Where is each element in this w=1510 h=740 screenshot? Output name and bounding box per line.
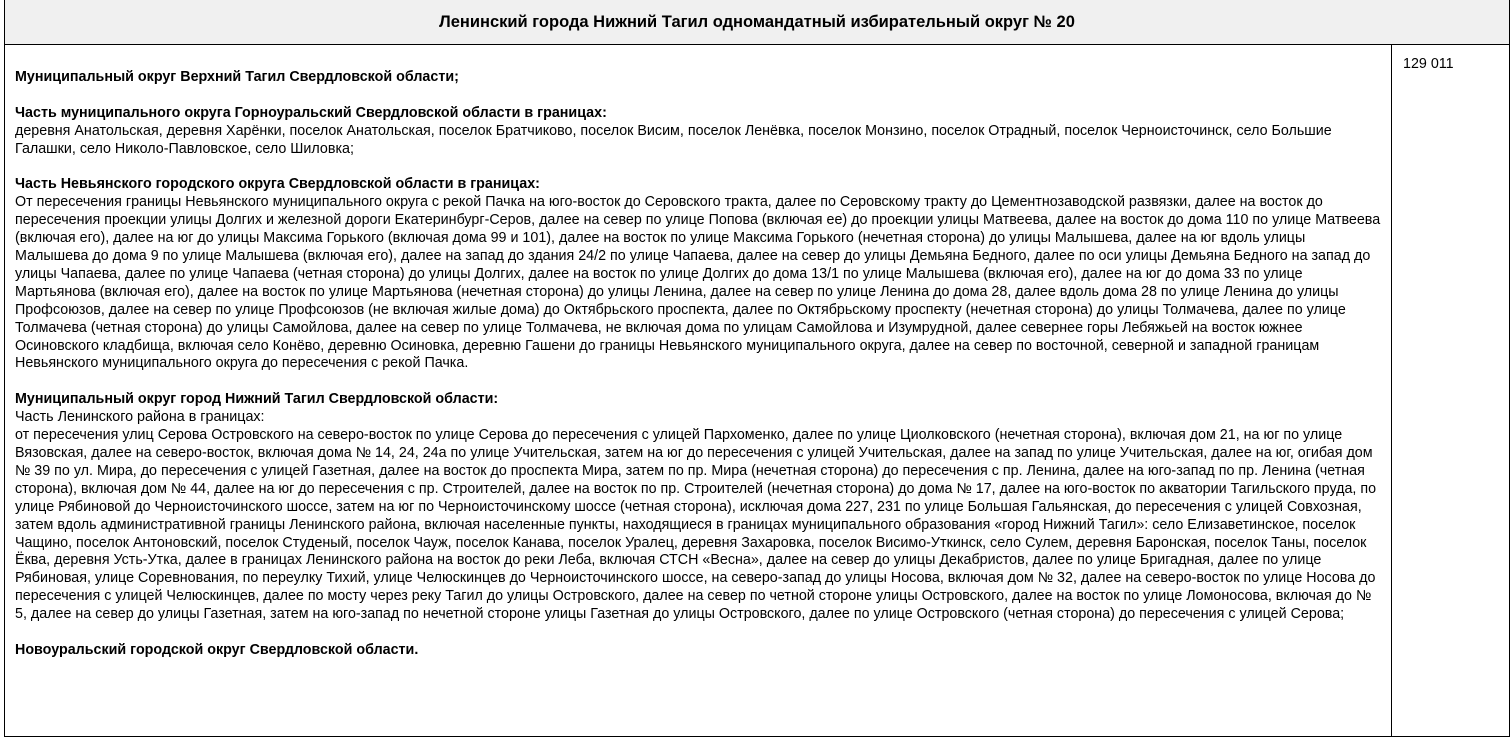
- section-novouralsk: [15, 642, 1381, 660]
- district-title: Ленинский города Нижний Тагил одномандатный избирательный округ № 20: [5, 0, 1510, 45]
- section-nizhny-tagil: [15, 391, 1381, 624]
- section-nevyansk: [15, 176, 1381, 373]
- header-row: [5, 0, 1510, 45]
- section-title: Муниципальный округ Верхний Тагил Свердловской области;: [15, 69, 459, 85]
- section-text: От пересечения границы Невьянского муниципального округа с рекой Пачка на юго-восток до Серовского тракта, далее по Серовскому тракту до Цементнозаводской развязки, далее на восток до пересечения проекции улицы Долгих и железной дороги Екатеринбург-Серов, далее на север по улице Попова (включая ее) до проекции улицы Матвеева, далее на восток до дома 110 по улице Матвеева (включая его), далее на юг до улицы Максима Горького (включая дома 99 и 101), далее на восток по улице Максима Горького (нечетная сторона) до улицы Малышева, далее на юг вдоль улицы Малышева до дома 9 по улице Малышева (включая его), далее на запад до здания 24/2 по улице Чапаева, далее на север до улицы Демьяна Бедного, далее по оси улицы Демьяна Бедного на запад до улицы Чапаева, далее по улице Чапаева (четная сторона) до улицы Долгих, далее на восток по улице Долгих до дома 13/1 по улице Малышева (включая его), далее на юг до дома 33 по улице Мартьянова (включая его), далее на восток по улице Мартьянова (нечетная сторона) до улицы Ленина, далее на север по улице Ленина до дома 28, далее вдоль дома 28 по улице Ленина до улицы Профсоюзов, далее на север по улице Профсоюзов (не включая жилые дома) до Октябрьского проспекта, далее по Октябрьскому проспекту (нечетная сторона) до улицы Толмачева, далее по улице Толмачева (четная сторона) до улицы Самойлова, далее на север по улице Толмачева, не включая дома по улицам Самойлова и Изумрудной, далее севернее горы Лебяжьей на восток южнее Осиновского кладбища, включая село Конёво, деревню Осиновка, деревню Гашени до границы Невьянского муниципального округа, далее на север по восточной, северной и западной границам Невьянского муниципального округа до пересечения с рекой Пачка.: [15, 194, 1381, 372]
- voters-count: 129 011: [1392, 45, 1510, 737]
- section-text: деревня Анатольская, деревня Харёнки, поселок Анатольская, поселок Братчиково, поселок Висим, поселок Ленёвка, поселок Монзино, поселок Отрадный, поселок Черноисточинск, село Большие Галашки, село Николо-Павловское, село Шиловка;: [15, 122, 1332, 157]
- section-title: Часть муниципального округа Горноуральский Свердловской области в границах:: [15, 104, 607, 121]
- district-description: [5, 45, 1392, 737]
- section-title: Муниципальный округ город Нижний Тагил Свердловской области:: [15, 391, 499, 408]
- section-gornouralsky: [15, 105, 1381, 159]
- district-table: [4, 0, 1510, 737]
- section-title: Новоуральский городской округ Свердловской области.: [15, 641, 419, 658]
- section-verkhny-tagil: [15, 69, 1381, 87]
- section-text: от пересечения улиц Серова Островского на северо-восток по улице Серова до пересечения с улицей Пархоменко, далее по улице Циолковского (нечетная сторона), включая дом 21, на юг по улице Вязовская, далее на северо-восток, включая дома № 14, 24, 24а по улице Учительская, затем на юг до пересечения с улицей Учительская, далее на запад по улице Учительская, далее на юг, огибая дом № 39 по ул. Мира, до пересечения с улицей Газетная, далее на восток до проспекта Мира, затем по пр. Мира (нечетная сторона) до пересечения с пр. Ленина, далее на юго-запад по пр. Ленина (четная сторона), включая дом № 44, далее на юг до пересечения с пр. Строителей, далее на восток по пр. Строителей (нечетная сторона) до дома № 17, далее на юго-восток по акватории Тагильского пруда, по улице Рябиновой до Черноисточинского шоссе, затем на юг по Черноисточинскому шоссе (четная сторона), исключая дома 227, 231 по улице Большая Гальянская, до пересечения с улицей Совхозная, затем вдоль административной границы Ленинского района, включая населенные пункты, находящиеся в границах муниципального образования «город Нижний Тагил»: село Елизаветинское, поселок Чащино, поселок Антоновский, поселок Студеный, поселок Чауж, поселок Канава, поселок Уралец, деревня Захаровка, поселок Висимо-Уткинск, село Сулем, деревня Баронская, поселок Таны, поселок Ёква, деревня Усть-Утка, далее в границах Ленинского района на восток до реки Леба, включая СТСН «Весна», далее на север до улицы Декабристов, далее по улице Бригадная, далее по улице Рябиновая, улице Соревнования, по переулку Тихий, улице Челюскинцев до Черноисточинского шоссе, на северо-запад до улицы Носова, включая дом № 32, далее на северо-восток по улице Носова до пересечения с улицей Челюскинцев, далее по мосту через реку Тагил до улицы Островского, далее на север по четной стороне улицы Островского, далее на восток по улице Ломоносова, включая до № 5, далее на север до улицы Газетная, затем на юго-запад по нечетной стороне улицы Газетная до улицы Островского, далее по улице Островского (четная сторона) до пересечения с улицей Серова;: [15, 427, 1377, 623]
- content-row: [5, 45, 1510, 737]
- section-subtitle: Часть Ленинского района в границах:: [15, 409, 265, 426]
- section-title: Часть Невьянского городского округа Свердловской области в границах:: [15, 176, 540, 193]
